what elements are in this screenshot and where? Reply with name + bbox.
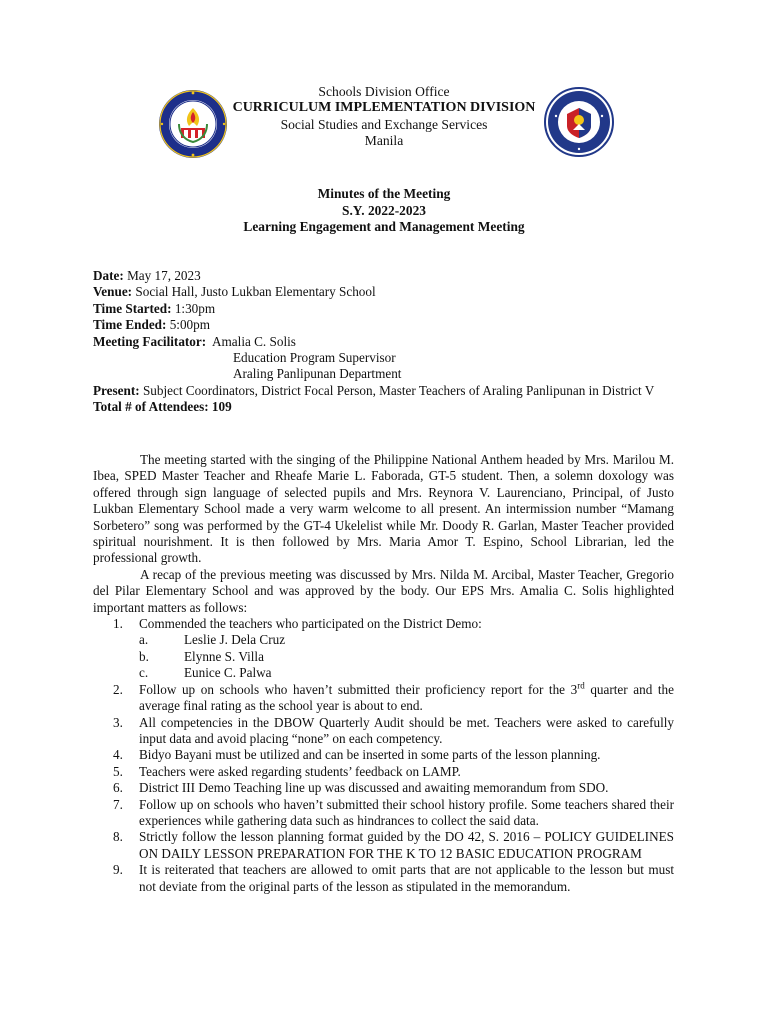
list-item: 3. All competencies in the DBOW Quarterly Audit should be met. Teachers were asked to carefully input data and avoid placing “none” on each competency. <box>113 714 674 746</box>
city-name: Manila <box>364 133 404 149</box>
sub-list-item: a. Leslie J. Dela Cruz <box>139 632 286 648</box>
minutes-body <box>93 452 674 895</box>
list-item: 4. Bidyo Bayani must be utilized and can be inserted in some parts of the lesson planning. <box>113 747 601 763</box>
deped-seal-icon <box>543 86 615 158</box>
facilitator-department: Araling Panlipunan Department <box>233 366 402 382</box>
list-item-text: Teachers were asked regarding students’ feedback on LAMP. <box>139 763 461 779</box>
school-year: S.Y. 2022-2023 <box>342 202 426 218</box>
opening-paragraph: The meeting started with the singing of the Philippine National Anthem headed by Mrs. Marilou M. Ibea, SPED Master Teacher and Rheafe Marie L. Faborada, GT-5 student. Then, a solemn doxology was offered through sign language of selected pupils and Mrs. Reynora V. Laurenciano, Principal, of Justo Lukban Elementary School made a very warm welcome to all present. An intermission number “Mamang Sorbetero” song was performed by the GT-4 Ukelelist while Mr. Doody R. Garlan, Master Teacher provided spiritual nourishment. It is then followed by Mrs. Maria Amor T. Espino, School Librarian, led the professional growth. <box>93 452 674 566</box>
list-item-text: Commended the teachers who participated on the District Demo: <box>139 616 482 632</box>
list-item-text: District III Demo Teaching line up was discussed and awaiting memorandum from SDO. <box>139 780 609 796</box>
list-item-text: Follow up on schools who haven’t submitted their proficiency report for the 3 <box>139 681 578 697</box>
list-item: 7. Follow up on schools who haven’t submitted their school history profile. Some teachers shared their experiences while gathering data such as hindrances to collect the said data. <box>113 796 674 828</box>
date-row <box>93 268 683 284</box>
participant-name: Elynne S. Villa <box>184 648 264 664</box>
present-value: Subject Coordinators, District Focal Person, Master Teachers of Araling Panlipunan in District V <box>139 382 655 398</box>
demo-participants-list <box>139 632 674 681</box>
section-name: Social Studies and Exchange Services <box>280 116 488 132</box>
time-ended-label: Time Ended: <box>93 317 167 333</box>
facilitator-name: Amalia C. Solis <box>206 333 296 349</box>
time-started-value: 1:30pm <box>171 300 216 316</box>
sub-list-item: c. Eunice C. Palwa <box>139 665 272 681</box>
participant-name: Eunice C. Palwa <box>184 665 272 681</box>
list-item: 8. Strictly follow the lesson planning format guided by the DO 42, S. 2016 – POLICY GUIDELINES ON DAILY LESSON PREPARATION FOR THE K TO 12 BASIC EDUCATION PROGRAM <box>113 829 674 861</box>
list-item-text: Follow up on schools who haven’t submitted their school history profile. Some teachers shared their experiences while gathering data such as hindrances to collect the said data. <box>139 796 674 828</box>
list-item: 2. Follow up on schools who haven’t submitted their proficiency report for the 3rd quarter and the average final rating as the school year is about to end. <box>113 680 675 714</box>
letterhead-text <box>200 84 568 150</box>
list-item: 9. It is reiterated that teachers are allowed to omit parts that are not applicable to the lesson but must not deviate from the original parts of the lesson as stipulated in the memorandum. <box>113 862 674 894</box>
total-attendees: Total # of Attendees: 109 <box>93 399 232 415</box>
list-item-text: It is reiterated that teachers are allowed to omit parts that are not applicable to the lesson but must not deviate from the original parts of the lesson as stipulated in the memorandum. <box>139 862 674 894</box>
venue-row <box>93 284 683 300</box>
meeting-name: Learning Engagement and Management Meeting <box>243 219 525 235</box>
list-item-text: Bidyo Bayani must be utilized and can be inserted in some parts of the lesson planning. <box>139 747 601 763</box>
letterhead <box>0 84 768 156</box>
time-ended-value: 5:00pm <box>166 317 210 333</box>
recap-paragraph: A recap of the previous meeting was discussed by Mrs. Nilda M. Arcibal, Master Teacher, Gregorio del Pilar Elementary School and was approved by the body. Our EPS Mrs. Amalia C. Solis highlighted important matters as follows: <box>93 566 674 615</box>
date-value: May 17, 2023 <box>123 268 201 283</box>
participant-name: Leslie J. Dela Cruz <box>184 632 286 648</box>
list-item: 6. District III Demo Teaching line up was discussed and awaiting memorandum from SDO. <box>113 780 609 796</box>
list-item-text: Strictly follow the lesson planning format guided by the DO 42, S. 2016 – POLICY GUIDELINES ON DAILY LESSON PREPARATION FOR THE K TO 12 BASIC EDUCATION PROGRAM <box>139 829 674 861</box>
ordinal-suffix: rd <box>577 680 585 691</box>
present-row <box>93 383 683 399</box>
list-item-text: All competencies in the DBOW Quarterly Audit should be met. Teachers were asked to carefully input data and avoid placing “none” on each competency. <box>139 714 674 746</box>
list-item-text-cont: quarter and the average final rating as the school year is about to end. <box>139 681 675 714</box>
time-started-label: Time Started: <box>93 300 172 316</box>
division-name: CURRICULUM IMPLEMENTATION DIVISION <box>232 100 536 116</box>
title-line: Minutes of the Meeting <box>317 186 451 201</box>
facilitator-title: Education Program Supervisor <box>233 350 396 366</box>
list-item: 5. Teachers were asked regarding students’ feedback on LAMP. <box>113 763 461 779</box>
sub-list-item: b. Elynne S. Villa <box>139 648 264 664</box>
date-label: Date: <box>93 268 124 283</box>
highlights-list <box>93 616 674 895</box>
list-item: 1. Commended the teachers who participated on the District Demo: a. Leslie J. Dela Cruz b. Elynne S. Villa c. Eunice C. Palwa <box>93 616 674 682</box>
facilitator-label: Meeting Facilitator: <box>93 333 207 349</box>
time-ended-row <box>93 317 683 333</box>
facilitator-row <box>93 334 683 350</box>
venue-label: Venue: <box>93 284 133 300</box>
office-name: Schools Division Office <box>318 84 450 99</box>
meeting-details <box>93 268 683 416</box>
minutes-title <box>0 186 768 236</box>
venue-value: Social Hall, Justo Lukban Elementary School <box>132 284 376 300</box>
time-started-row <box>93 301 683 317</box>
present-label: Present: <box>93 382 140 398</box>
